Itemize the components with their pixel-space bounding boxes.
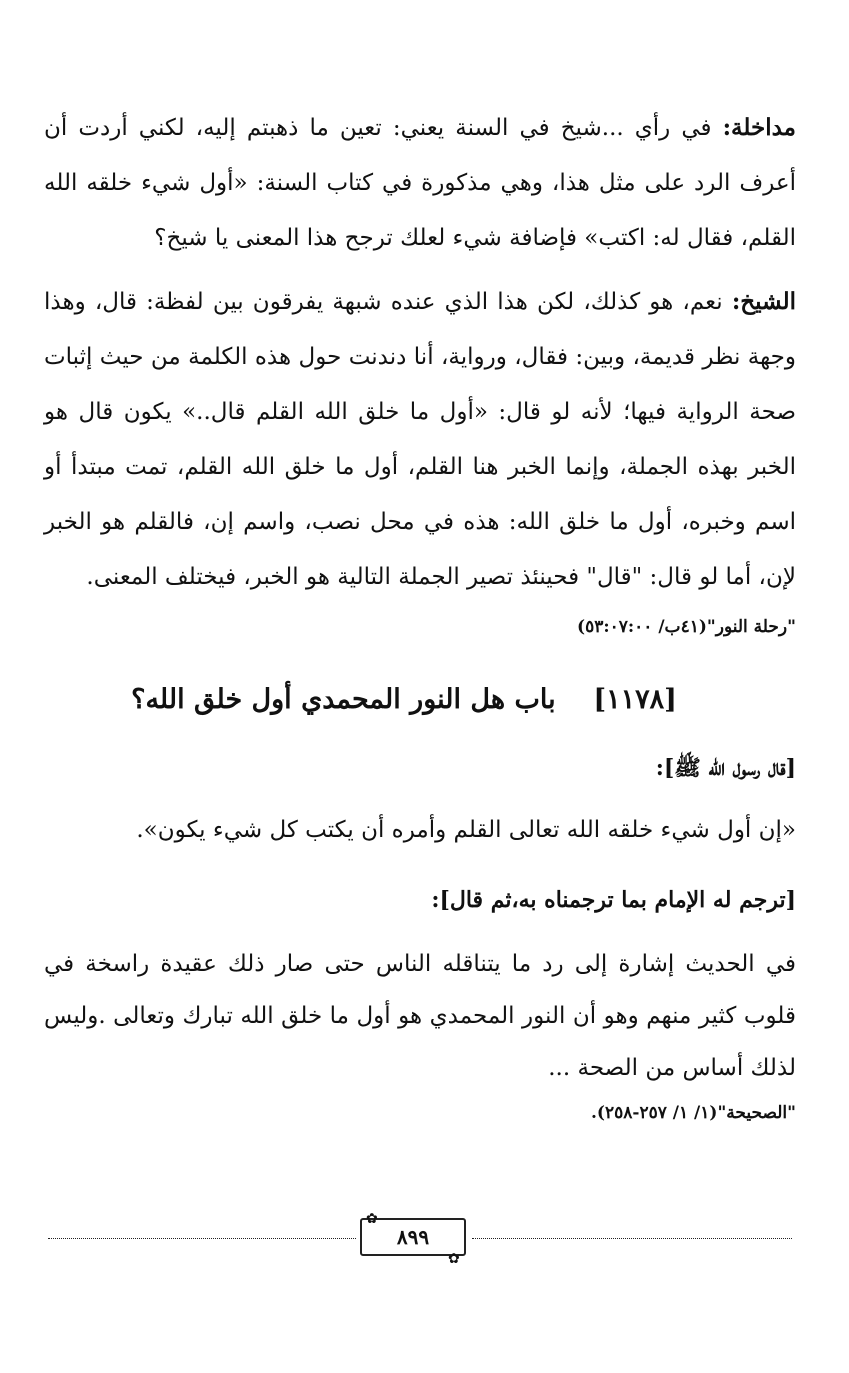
- commentary-paragraph: في الحديث إشارة إلى رد ما يتناقله الناس حتى صار ذلك عقيدة راسخة في قلوب كثير منهم وهو أن النور المحمدي هو أول ما خلق الله تبارك وتعالى .وليس لذلك أساس من الصحة ...: [44, 951, 796, 1081]
- footer-dotted-rule-left: [48, 1238, 356, 1239]
- sheikh-text: نعم، هو كذلك، لكن هذا الذي عنده شبهة يفرقون بين لفظة: قال، وهذا وجهة نظر قديمة، وبين: فقال، ورواية، أنا دندنت حول هذه الكلمة من حيث إثبات صحة الرواية فيها؛ لأنه لو قال: «أول ما خلق الله القلم قال..» يكون قال هو الخبر بهذه الجملة، وإنما الخبر هنا القلم، أول ما خلق الله القلم، تمت مبتدأ أو اسم وخبره، أول ما خلق الله: هذه في محل نصب، واسم إن، فالقلم هو الخبر لإن، أما لو قال: "قال" فحينئذ تصير الجملة التالية هو الخبر، فيختلف المعنى.: [44, 289, 796, 590]
- intervention-text: في رأي ...شيخ في السنة يعني: تعين ما ذهبتم إليه، لكني أردت أن أعرف الرد على مثل هذا، وهي مذكورة في كتاب السنة: «أول شيء خلقه الله القلم، فقال له: اكتب» فإضافة شيء لعلك ترجح هذا المعنى يا شيخ؟: [44, 115, 796, 251]
- footer-dotted-rule-right: [472, 1238, 792, 1239]
- source-citation-1: "رحلة النور"(٤١ب/ ٥٣:٠٧:٠٠): [577, 617, 796, 637]
- prophet-said-line: [قال رسول الله ﷺ]:: [655, 755, 796, 781]
- intervention-paragraph: [44, 100, 796, 266]
- imam-line: [ترجم له الإمام بما ترجمناه به،ثم قال]:: [431, 887, 796, 913]
- chapter-heading: [44, 684, 764, 715]
- sheikh-label: الشيخ:: [731, 288, 797, 315]
- ornament-icon: ✿: [366, 1211, 378, 1227]
- page-footer: [48, 1211, 792, 1267]
- chapter-title: باب هل النور المحمدي أول خلق الله؟: [131, 684, 556, 715]
- ornament-icon: ✿: [448, 1251, 460, 1267]
- hadith-text: «إن أول شيء خلقه الله تعالى القلم وأمره أن يكتب كل شيء يكون».: [136, 817, 796, 843]
- intervention-label: مداخلة:: [722, 114, 796, 141]
- sheikh-paragraph: [44, 274, 796, 605]
- page-number: ٨٩٩: [396, 1225, 430, 1249]
- chapter-number: [١١٧٨]: [593, 684, 677, 715]
- source-citation-2: "الصحيحة"(١/ ١/ ٢٥٧-٢٥٨).: [591, 1103, 796, 1123]
